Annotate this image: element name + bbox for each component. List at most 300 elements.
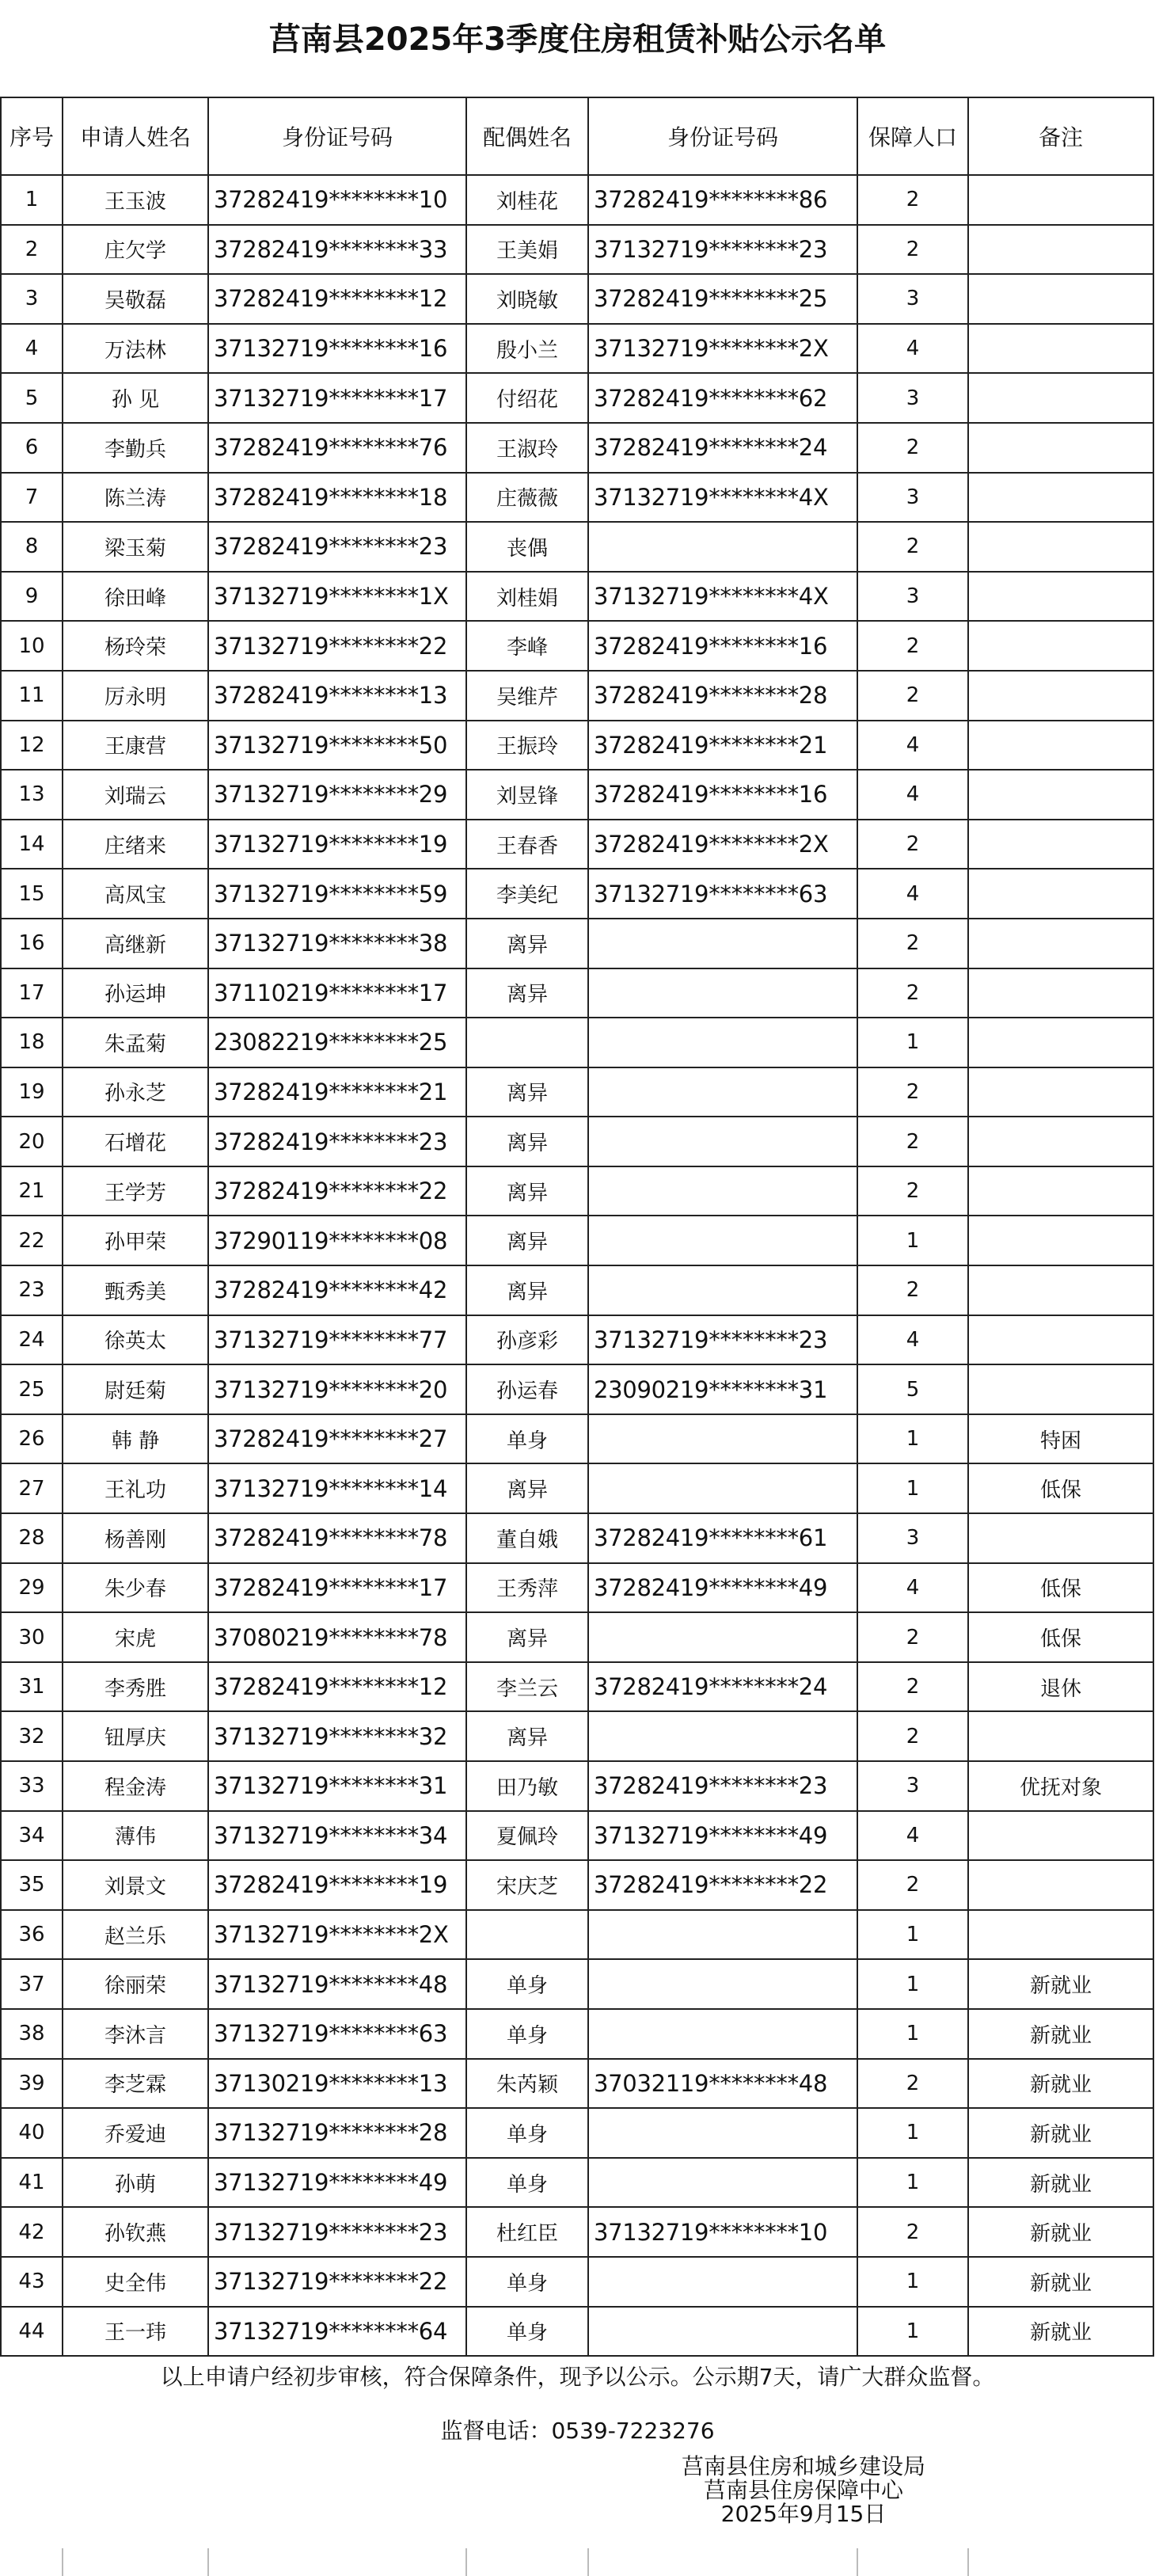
table-row	[1, 175, 1153, 225]
cell-spouse-id	[588, 1265, 857, 1315]
cell-applicant-name: 宋虎	[63, 1612, 208, 1662]
cell-spouse-id: 37282419********25	[588, 274, 857, 324]
cell-remarks	[968, 1860, 1153, 1910]
cell-remarks: 新就业	[968, 2307, 1153, 2357]
cell-index: 12	[1, 721, 63, 771]
cell-spouse-id: 37132719********4X	[588, 572, 857, 622]
cell-spouse-id: 37282419********61	[588, 1513, 857, 1563]
cell-index: 30	[1, 1612, 63, 1662]
cell-index: 42	[1, 2207, 63, 2257]
cell-index: 21	[1, 1166, 63, 1216]
cell-spouse-name: 王美娟	[466, 225, 588, 275]
cell-index: 3	[1, 274, 63, 324]
cell-applicant-id: 37132719********19	[208, 820, 466, 869]
issuer-bureau: 莒南县住房和城乡建设局	[681, 2453, 925, 2479]
table-row	[1, 1216, 1153, 1265]
cell-spouse-name: 离异	[466, 1265, 588, 1315]
cell-spouse-id: 37032119********48	[588, 2059, 857, 2109]
cell-spouse-name: 刘桂娟	[466, 572, 588, 622]
cell-applicant-name: 王康营	[63, 721, 208, 771]
cell-index: 37	[1, 1959, 63, 2009]
cell-applicant-name: 陈兰涛	[63, 473, 208, 523]
cell-remarks	[968, 324, 1153, 374]
cell-spouse-name	[466, 1018, 588, 1067]
cell-household-size: 3	[857, 473, 968, 523]
table-row	[1, 522, 1153, 572]
cell-household-size: 3	[857, 373, 968, 423]
cell-spouse-id	[588, 1463, 857, 1513]
cell-applicant-id: 37282419********10	[208, 175, 466, 225]
cell-spouse-id: 23090219********31	[588, 1364, 857, 1414]
table-row	[1, 1265, 1153, 1315]
cell-remarks: 低保	[968, 1612, 1153, 1662]
table-row	[1, 1414, 1153, 1464]
cell-spouse-id	[588, 919, 857, 968]
cell-household-size: 2	[857, 621, 968, 671]
cell-applicant-id: 37282419********12	[208, 1662, 466, 1712]
cell-index: 10	[1, 621, 63, 671]
cell-applicant-id: 37132719********64	[208, 2307, 466, 2357]
cell-spouse-id: 37132719********23	[588, 225, 857, 275]
table-row	[1, 1315, 1153, 1365]
cell-household-size: 5	[857, 1364, 968, 1414]
cell-applicant-id: 37282419********13	[208, 671, 466, 721]
cell-applicant-name: 薄伟	[63, 1811, 208, 1861]
cell-household-size: 4	[857, 770, 968, 820]
table-row	[1, 1166, 1153, 1216]
cell-remarks	[968, 968, 1153, 1018]
cell-index: 34	[1, 1811, 63, 1861]
cell-spouse-id	[588, 2009, 857, 2059]
cell-applicant-name: 李芝霖	[63, 2059, 208, 2109]
cell-applicant-id: 37282419********42	[208, 1265, 466, 1315]
cell-applicant-name: 李勤兵	[63, 423, 208, 473]
table-row	[1, 770, 1153, 820]
cell-applicant-name: 吴敬磊	[63, 274, 208, 324]
cell-applicant-name: 王学芳	[63, 1166, 208, 1216]
cell-index: 36	[1, 1910, 63, 1960]
table-row	[1, 869, 1153, 919]
cell-index: 33	[1, 1761, 63, 1811]
cell-spouse-id	[588, 1711, 857, 1761]
cell-remarks	[968, 1265, 1153, 1315]
cell-applicant-id: 37132719********50	[208, 721, 466, 771]
cell-applicant-name: 高凤宝	[63, 869, 208, 919]
table-row	[1, 1117, 1153, 1166]
cell-spouse-id: 37132719********63	[588, 869, 857, 919]
table-row	[1, 423, 1153, 473]
cell-spouse-name: 单身	[466, 1959, 588, 2009]
cell-remarks	[968, 1513, 1153, 1563]
cell-remarks: 特困	[968, 1414, 1153, 1464]
cell-applicant-id: 37290119********08	[208, 1216, 466, 1265]
cell-applicant-id: 37282419********21	[208, 1067, 466, 1117]
cell-index: 13	[1, 770, 63, 820]
cell-index: 44	[1, 2307, 63, 2357]
table-row	[1, 721, 1153, 771]
table-row	[1, 324, 1153, 374]
cell-remarks	[968, 721, 1153, 771]
cell-index: 16	[1, 919, 63, 968]
cell-applicant-id: 37110219********17	[208, 968, 466, 1018]
cell-spouse-name: 李兰云	[466, 1662, 588, 1712]
header-spouse-name: 配偶姓名	[466, 97, 588, 175]
cell-household-size: 4	[857, 721, 968, 771]
cell-spouse-name: 孙运春	[466, 1364, 588, 1414]
cell-spouse-id: 37282419********24	[588, 423, 857, 473]
cell-remarks: 低保	[968, 1563, 1153, 1613]
cell-spouse-name: 朱芮颖	[466, 2059, 588, 2109]
table-body	[1, 175, 1153, 2356]
cell-applicant-name: 韩 静	[63, 1414, 208, 1464]
cell-index: 5	[1, 373, 63, 423]
cell-applicant-id: 37132719********32	[208, 1711, 466, 1761]
cell-applicant-id: 37132719********23	[208, 2207, 466, 2257]
cell-spouse-name: 王秀萍	[466, 1563, 588, 1613]
cell-applicant-id: 37282419********78	[208, 1513, 466, 1563]
cell-applicant-id: 37132719********20	[208, 1364, 466, 1414]
cell-household-size: 1	[857, 2158, 968, 2208]
table-continuation-lines	[0, 2548, 1155, 2576]
cell-spouse-name: 刘晓敏	[466, 274, 588, 324]
cell-spouse-name: 离异	[466, 1216, 588, 1265]
cell-spouse-id	[588, 1166, 857, 1216]
cell-applicant-name: 刘瑞云	[63, 770, 208, 820]
cell-index: 1	[1, 175, 63, 225]
table-row	[1, 1463, 1153, 1513]
table-header-row	[1, 97, 1153, 175]
cell-household-size: 1	[857, 1910, 968, 1960]
cell-spouse-id: 37282419********16	[588, 621, 857, 671]
cell-index: 7	[1, 473, 63, 523]
cell-remarks	[968, 919, 1153, 968]
cell-remarks	[968, 423, 1153, 473]
cell-applicant-name: 万法林	[63, 324, 208, 374]
cell-applicant-name: 尉廷菊	[63, 1364, 208, 1414]
cell-index: 40	[1, 2108, 63, 2158]
hotline-text: 监督电话：0539-7223276	[440, 2418, 715, 2444]
document-title: 莒南县2025年3季度住房租赁补贴公示名单	[268, 21, 887, 58]
cell-household-size: 2	[857, 1166, 968, 1216]
cell-spouse-name: 离异	[466, 1711, 588, 1761]
cell-household-size: 2	[857, 1860, 968, 1910]
cell-applicant-name: 庄绪来	[63, 820, 208, 869]
table-row	[1, 2307, 1153, 2357]
cell-remarks: 新就业	[968, 2009, 1153, 2059]
cell-remarks	[968, 1216, 1153, 1265]
header-index: 序号	[1, 97, 63, 175]
cell-household-size: 2	[857, 2059, 968, 2109]
cell-remarks	[968, 175, 1153, 225]
cell-spouse-name: 李美纪	[466, 869, 588, 919]
cell-spouse-name: 付绍花	[466, 373, 588, 423]
cell-applicant-id: 37132719********31	[208, 1761, 466, 1811]
cell-spouse-id: 37282419********21	[588, 721, 857, 771]
cell-applicant-id: 37132719********48	[208, 1959, 466, 2009]
cell-household-size: 1	[857, 2108, 968, 2158]
cell-applicant-name: 王礼功	[63, 1463, 208, 1513]
cell-spouse-name: 单身	[466, 2307, 588, 2357]
cell-applicant-id: 37132719********2X	[208, 1910, 466, 1960]
cell-remarks	[968, 671, 1153, 721]
cell-remarks	[968, 1711, 1153, 1761]
cell-spouse-name: 离异	[466, 1463, 588, 1513]
cell-remarks	[968, 274, 1153, 324]
cell-applicant-name: 程金涛	[63, 1761, 208, 1811]
cell-remarks	[968, 1166, 1153, 1216]
cell-household-size: 2	[857, 225, 968, 275]
cell-index: 20	[1, 1117, 63, 1166]
cell-index: 14	[1, 820, 63, 869]
cell-applicant-name: 朱孟菊	[63, 1018, 208, 1067]
cell-remarks: 退休	[968, 1662, 1153, 1712]
cell-remarks	[968, 473, 1153, 523]
cell-index: 31	[1, 1662, 63, 1712]
cell-applicant-id: 37132719********38	[208, 919, 466, 968]
cell-index: 17	[1, 968, 63, 1018]
cell-household-size: 2	[857, 522, 968, 572]
cell-applicant-id: 37132719********28	[208, 2108, 466, 2158]
cell-index: 22	[1, 1216, 63, 1265]
table-row	[1, 1662, 1153, 1712]
cell-applicant-name: 高继新	[63, 919, 208, 968]
cell-applicant-id: 37282419********12	[208, 274, 466, 324]
cell-spouse-name: 孙彦彩	[466, 1315, 588, 1365]
cell-household-size: 4	[857, 1315, 968, 1365]
cell-applicant-name: 乔爱迪	[63, 2108, 208, 2158]
table-row	[1, 671, 1153, 721]
cell-applicant-id: 37132719********16	[208, 324, 466, 374]
cell-index: 4	[1, 324, 63, 374]
cell-household-size: 1	[857, 1959, 968, 2009]
cell-spouse-name: 离异	[466, 1067, 588, 1117]
cell-household-size: 2	[857, 919, 968, 968]
cell-remarks	[968, 770, 1153, 820]
cell-applicant-id: 37132719********34	[208, 1811, 466, 1861]
table-row	[1, 820, 1153, 869]
cell-spouse-name: 田乃敏	[466, 1761, 588, 1811]
table-row	[1, 2207, 1153, 2257]
table-row	[1, 1811, 1153, 1861]
cell-applicant-id: 37282419********22	[208, 1166, 466, 1216]
cell-spouse-name: 离异	[466, 968, 588, 1018]
table-row	[1, 2059, 1153, 2109]
cell-applicant-name: 庄欠学	[63, 225, 208, 275]
cell-remarks	[968, 1364, 1153, 1414]
cell-household-size: 1	[857, 2257, 968, 2307]
cell-household-size: 1	[857, 2009, 968, 2059]
cell-remarks	[968, 1067, 1153, 1117]
cell-remarks	[968, 1315, 1153, 1365]
cell-applicant-id: 37282419********23	[208, 522, 466, 572]
cell-index: 25	[1, 1364, 63, 1414]
cell-spouse-name: 单身	[466, 2257, 588, 2307]
cell-spouse-name: 殷小兰	[466, 324, 588, 374]
table-row	[1, 1612, 1153, 1662]
cell-household-size: 3	[857, 1513, 968, 1563]
cell-spouse-name: 王春香	[466, 820, 588, 869]
cell-spouse-name: 单身	[466, 2108, 588, 2158]
cell-spouse-name: 离异	[466, 1117, 588, 1166]
cell-index: 11	[1, 671, 63, 721]
issue-date: 2025年9月15日	[720, 2501, 887, 2527]
cell-index: 15	[1, 869, 63, 919]
cell-applicant-id: 23082219********25	[208, 1018, 466, 1067]
cell-index: 27	[1, 1463, 63, 1513]
cell-applicant-name: 徐英太	[63, 1315, 208, 1365]
cell-applicant-name: 李秀胜	[63, 1662, 208, 1712]
cell-household-size: 2	[857, 423, 968, 473]
table-row	[1, 1364, 1153, 1414]
table-row	[1, 1513, 1153, 1563]
cell-spouse-id	[588, 1414, 857, 1464]
cell-applicant-name: 梁玉菊	[63, 522, 208, 572]
cell-spouse-id	[588, 1067, 857, 1117]
cell-household-size: 2	[857, 1612, 968, 1662]
cell-spouse-id: 37132719********10	[588, 2207, 857, 2257]
cell-applicant-id: 37132719********59	[208, 869, 466, 919]
cell-household-size: 2	[857, 820, 968, 869]
cell-applicant-name: 朱少春	[63, 1563, 208, 1613]
cell-spouse-name	[466, 1910, 588, 1960]
table-row	[1, 473, 1153, 523]
cell-spouse-name: 刘昱锋	[466, 770, 588, 820]
table-row	[1, 274, 1153, 324]
cell-household-size: 3	[857, 572, 968, 622]
table-row	[1, 1018, 1153, 1067]
cell-applicant-name: 李沐言	[63, 2009, 208, 2059]
cell-spouse-id	[588, 522, 857, 572]
cell-spouse-name: 王振玲	[466, 721, 588, 771]
cell-applicant-name: 徐田峰	[63, 572, 208, 622]
cell-household-size: 4	[857, 1563, 968, 1613]
cell-index: 35	[1, 1860, 63, 1910]
cell-remarks	[968, 225, 1153, 275]
cell-spouse-id: 37282419********86	[588, 175, 857, 225]
cell-applicant-id: 37132719********77	[208, 1315, 466, 1365]
cell-spouse-name: 吴维芹	[466, 671, 588, 721]
cell-applicant-name: 史全伟	[63, 2257, 208, 2307]
cell-spouse-id	[588, 1117, 857, 1166]
cell-household-size: 4	[857, 324, 968, 374]
cell-applicant-id: 37282419********27	[208, 1414, 466, 1464]
cell-household-size: 2	[857, 1067, 968, 1117]
cell-household-size: 4	[857, 1811, 968, 1861]
cell-spouse-id: 37132719********49	[588, 1811, 857, 1861]
cell-applicant-name: 王一玮	[63, 2307, 208, 2357]
header-applicant-id: 身份证号码	[208, 97, 466, 175]
table-row	[1, 1860, 1153, 1910]
cell-applicant-name: 杨善刚	[63, 1513, 208, 1563]
cell-spouse-id	[588, 2257, 857, 2307]
cell-spouse-name: 丧偶	[466, 522, 588, 572]
cell-applicant-name: 杨玲荣	[63, 621, 208, 671]
cell-spouse-id: 37132719********2X	[588, 324, 857, 374]
cell-applicant-id: 37282419********17	[208, 1563, 466, 1613]
cell-household-size: 1	[857, 1463, 968, 1513]
table-row	[1, 1563, 1153, 1613]
cell-spouse-name: 李峰	[466, 621, 588, 671]
cell-applicant-id: 37130219********13	[208, 2059, 466, 2109]
cell-household-size: 2	[857, 1662, 968, 1712]
table-row	[1, 225, 1153, 275]
cell-spouse-id	[588, 1216, 857, 1265]
cell-spouse-id: 37282419********16	[588, 770, 857, 820]
cell-index: 39	[1, 2059, 63, 2109]
cell-remarks	[968, 1910, 1153, 1960]
table-row	[1, 621, 1153, 671]
cell-household-size: 4	[857, 869, 968, 919]
cell-household-size: 2	[857, 2207, 968, 2257]
cell-spouse-name: 单身	[466, 1414, 588, 1464]
cell-household-size: 1	[857, 1414, 968, 1464]
cell-applicant-name: 孙运坤	[63, 968, 208, 1018]
cell-applicant-name: 厉永明	[63, 671, 208, 721]
cell-household-size: 1	[857, 1018, 968, 1067]
cell-applicant-id: 37132719********63	[208, 2009, 466, 2059]
cell-applicant-id: 37282419********33	[208, 225, 466, 275]
table-row	[1, 1761, 1153, 1811]
cell-spouse-name: 董自娥	[466, 1513, 588, 1563]
cell-applicant-id: 37282419********19	[208, 1860, 466, 1910]
cell-spouse-id	[588, 2158, 857, 2208]
header-remarks: 备注	[968, 97, 1153, 175]
notice-text: 以上申请户经初步审核，符合保障条件，现予以公示。公示期7天，请广大群众监督。	[160, 2364, 995, 2390]
table-row	[1, 1067, 1153, 1117]
cell-remarks: 新就业	[968, 2257, 1153, 2307]
cell-index: 18	[1, 1018, 63, 1067]
cell-household-size: 1	[857, 2307, 968, 2357]
table-row	[1, 1910, 1153, 1960]
cell-spouse-name: 离异	[466, 1612, 588, 1662]
cell-remarks	[968, 820, 1153, 869]
cell-applicant-name: 甄秀美	[63, 1265, 208, 1315]
table-row	[1, 2257, 1153, 2307]
cell-remarks: 优抚对象	[968, 1761, 1153, 1811]
cell-spouse-name: 离异	[466, 1166, 588, 1216]
table-row	[1, 373, 1153, 423]
cell-household-size: 2	[857, 1711, 968, 1761]
cell-index: 19	[1, 1067, 63, 1117]
cell-spouse-name: 单身	[466, 2158, 588, 2208]
cell-spouse-id	[588, 1910, 857, 1960]
cell-applicant-id: 37282419********18	[208, 473, 466, 523]
cell-spouse-name: 刘桂花	[466, 175, 588, 225]
cell-remarks: 新就业	[968, 1959, 1153, 2009]
cell-spouse-id: 37282419********22	[588, 1860, 857, 1910]
table-row	[1, 1959, 1153, 2009]
header-spouse-id: 身份证号码	[588, 97, 857, 175]
cell-applicant-name: 王玉波	[63, 175, 208, 225]
cell-spouse-id	[588, 1018, 857, 1067]
cell-index: 23	[1, 1265, 63, 1315]
cell-spouse-id: 37282419********24	[588, 1662, 857, 1712]
cell-applicant-id: 37282419********76	[208, 423, 466, 473]
cell-spouse-id: 37282419********28	[588, 671, 857, 721]
table-row	[1, 2108, 1153, 2158]
cell-applicant-name: 徐丽荣	[63, 1959, 208, 2009]
cell-spouse-name: 杜红臣	[466, 2207, 588, 2257]
cell-remarks	[968, 621, 1153, 671]
cell-index: 9	[1, 572, 63, 622]
cell-applicant-name: 赵兰乐	[63, 1910, 208, 1960]
cell-spouse-id: 37282419********49	[588, 1563, 857, 1613]
table-row	[1, 919, 1153, 968]
cell-remarks	[968, 1117, 1153, 1166]
cell-remarks: 新就业	[968, 2108, 1153, 2158]
cell-spouse-id	[588, 1612, 857, 1662]
subsidy-roster-table	[0, 97, 1154, 2357]
